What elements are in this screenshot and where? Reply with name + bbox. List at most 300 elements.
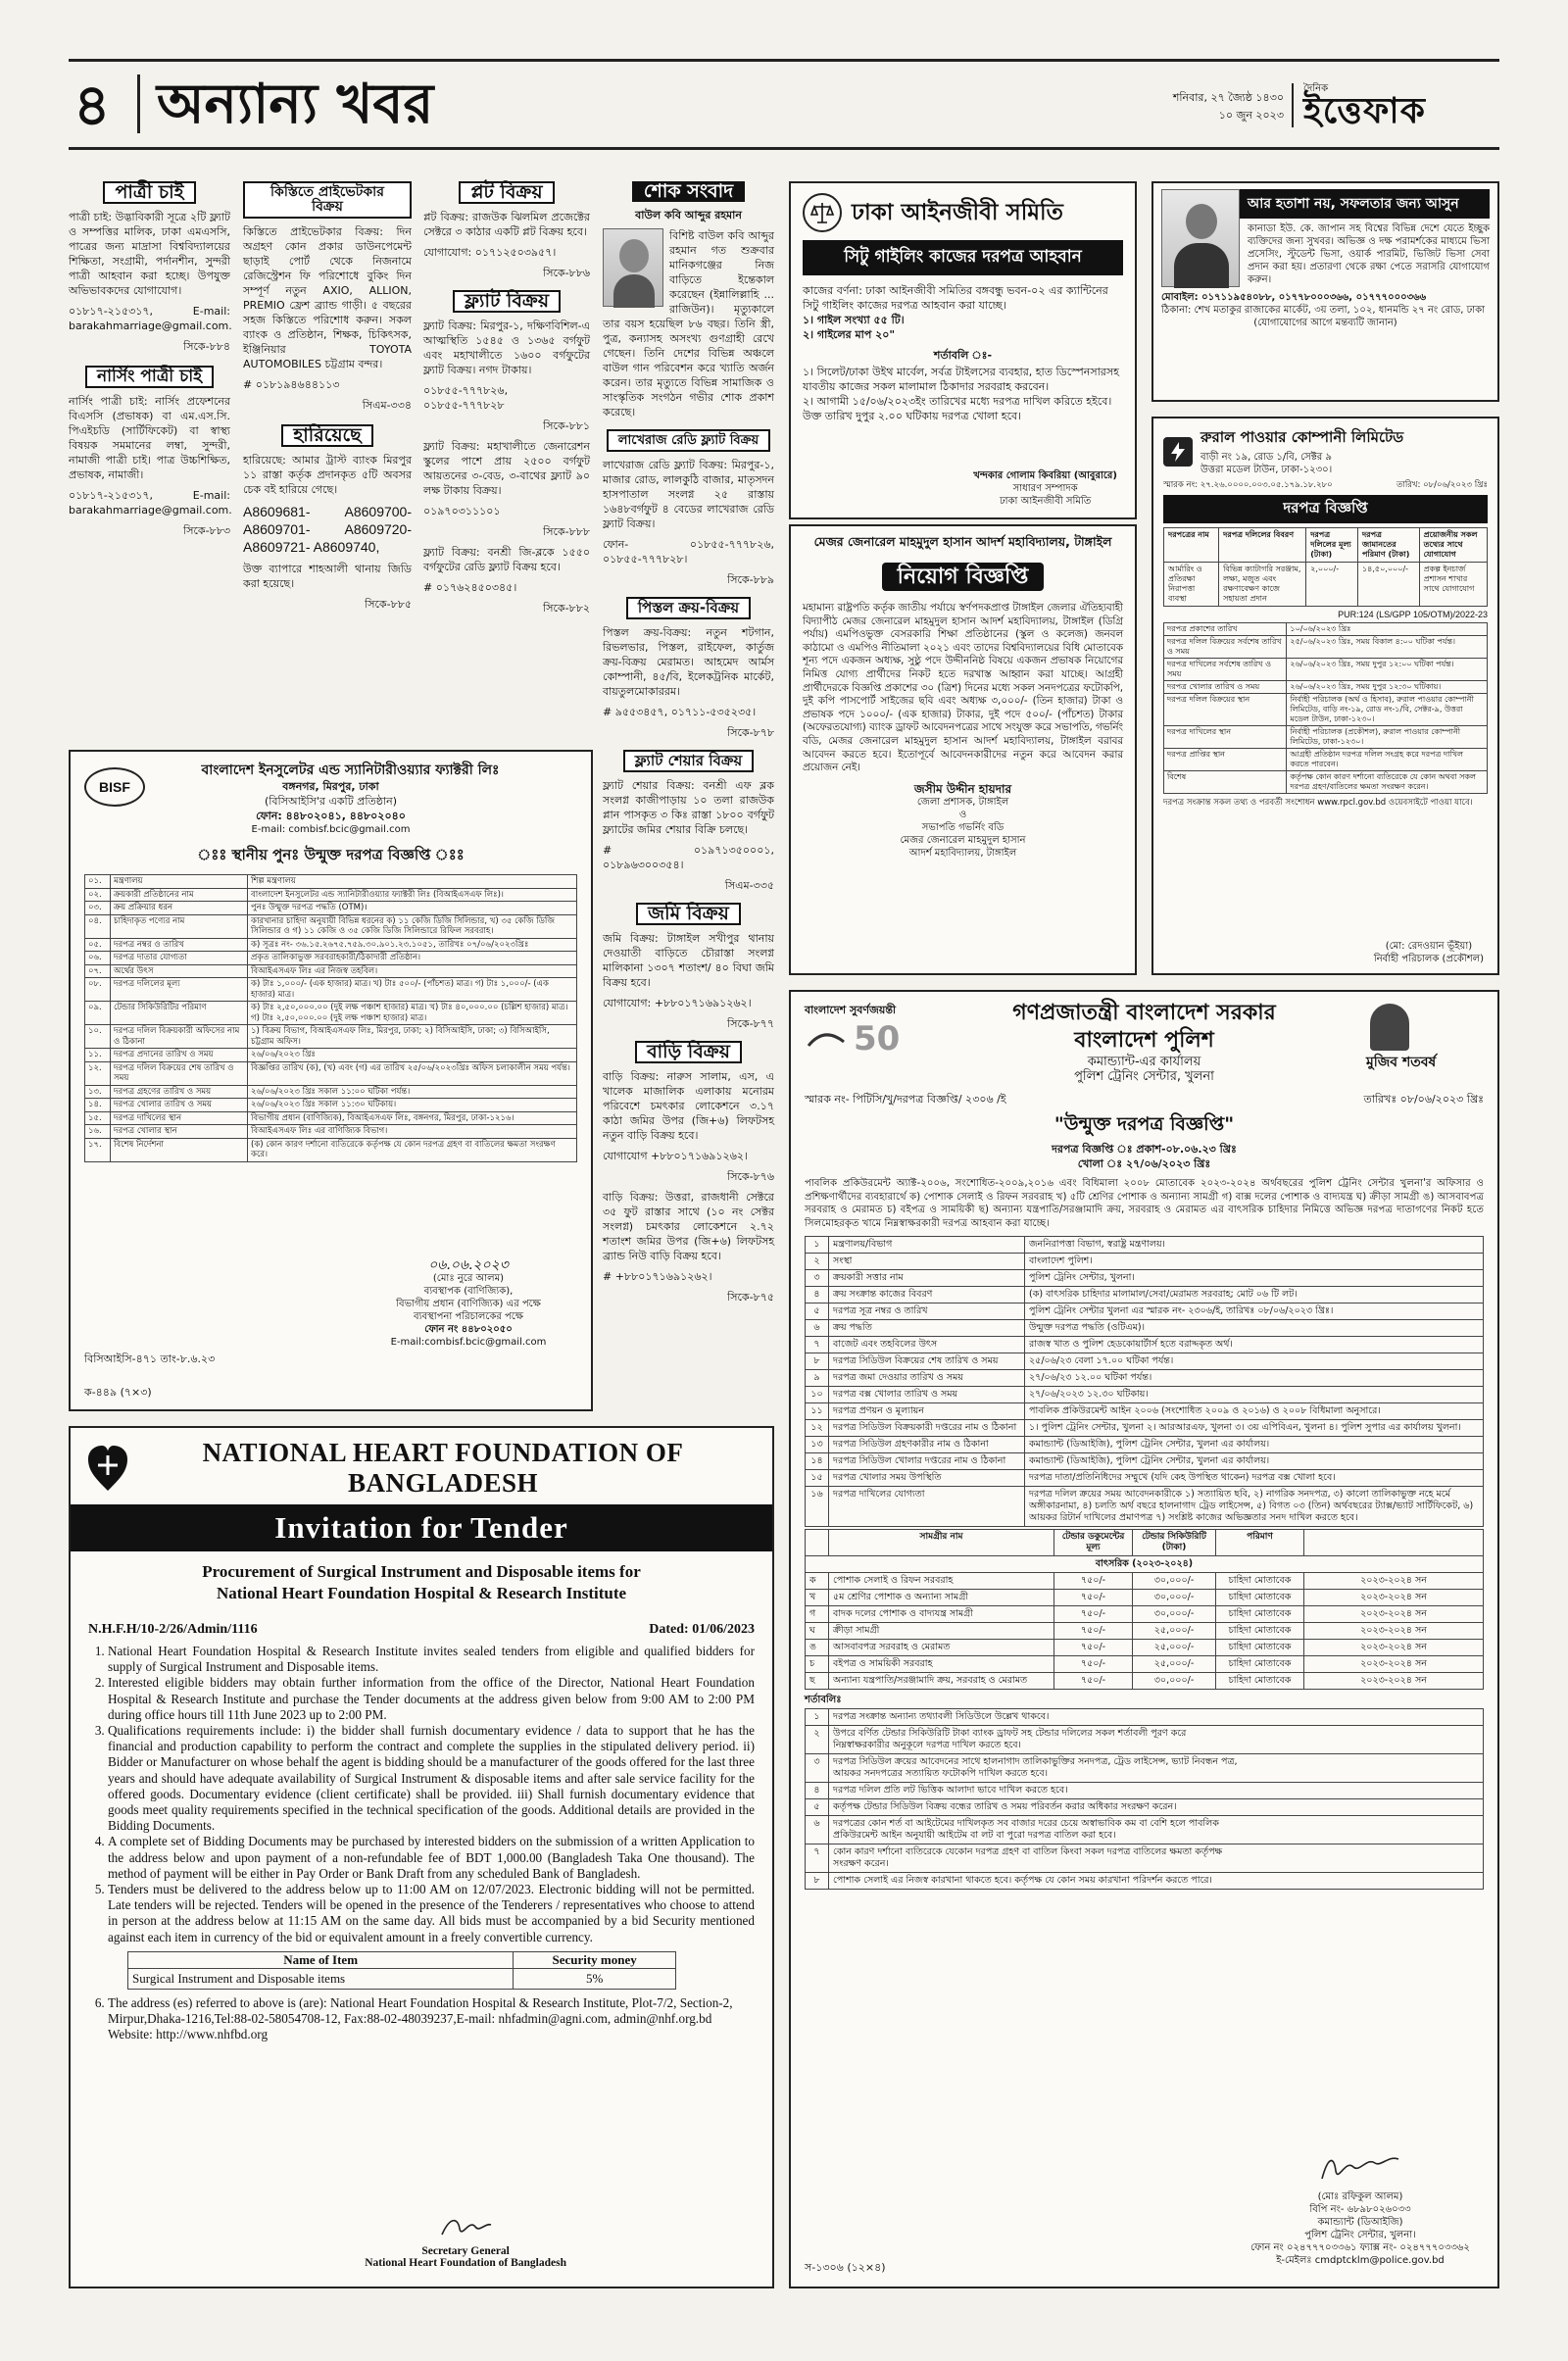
classified-column-3 — [423, 181, 590, 740]
visa-ad-contact: মোবাইল: ০১৭১১৯৫৪০৮৮, ০১৭৭৮০০০৩৬৬, ০১৭৭৭০০০৩৬৬ — [1161, 292, 1427, 303]
rpcl-title: দরপত্র বিজ্ঞপ্তি — [1163, 495, 1488, 523]
police-office: কমান্ড্যান্ট-এর কার্যালয় — [1087, 1055, 1201, 1069]
harieche-numbers: A8609681- A8609700- A8609701- A8609720- A8609721- A8609740, — [243, 504, 412, 555]
patri-chai-body: পাত্রী চাই: উদ্ভাবিকারী সূত্রে ২টি ফ্ল্যাট ও সম্পত্তির মালিক, ঢাকা এমএসসি, পাত্রের জন্য মাদ্রাসা বিশ্ববিদ্যালয়ের শিক্ষিতা, সংগ্রামী, পর্দানশীন, সুন্দরী পাত্রী আহবান করা হচ্ছে। উপযুক্ত অভিভাবকদের যোগাযোগ। — [69, 211, 230, 297]
rpcl-th-1: দরপত্র দলিলের বিবরণ — [1219, 528, 1306, 563]
masthead-bottom-rule — [69, 147, 1499, 150]
police-cell-serial: ১১ — [806, 1403, 829, 1420]
classified-column-1 — [69, 181, 230, 740]
police-cell-label: ক্রয় পদ্ধতি — [829, 1320, 1025, 1337]
bisf-cell-value: কারখানার চাহিদা অনুযায়ী বিভিন্ন ধরনের ক) ১১ কেজি ডিজি সিলিন্ডার, খ) ৩৫ কেজি ডিজি সিলিন্ডার ও গ) ১১ কেজি ও ৩৫ কেজি ডিজি সিলিন্ডারে রিফিল সরবরাহ। — [248, 914, 577, 938]
police-lot-cell: ৭৫০/- — [1054, 1640, 1133, 1656]
table-row — [806, 1573, 1484, 1590]
patri-chai-title: পাত্রী চাই — [103, 181, 195, 204]
pistol-contact: # ৯৫৫৩৪৫৭, ০১৭১১-৫৩৫২৩৫। — [603, 706, 757, 718]
police-cell-label: দরপত্র সিডিউল খোলার দপ্তরের নাম ও ঠিকানা — [829, 1453, 1025, 1470]
table-row — [806, 1656, 1484, 1673]
bisf-cell-serial: ০৪. — [85, 914, 111, 938]
table-row — [806, 1873, 1484, 1890]
bisf-cell-serial: ০৭. — [85, 964, 111, 978]
bisf-cell-label: মন্ত্রণালয় — [111, 875, 248, 889]
bisf-cell-label: চাহিদাকৃত পণ্যের নাম — [111, 914, 248, 938]
nhf-signer-1: Secretary General — [421, 2245, 510, 2257]
police-lot-cell: ৩০,০০০/- — [1133, 1573, 1216, 1590]
bisf-tender-ad — [69, 750, 593, 1411]
bisf-signer-dept: বিভাগীয় প্রধান (বাণিজ্যিক) এর পক্ষে — [396, 1299, 541, 1309]
bisf-signature-block — [366, 1259, 571, 1349]
nhf-dated: Dated: 01/06/2023 — [649, 1622, 755, 1637]
nursing-title: নার্সিং পাত্রী চাই — [85, 366, 214, 388]
nhf-th-item: Name of Item — [128, 1951, 514, 1968]
police-lot-cell: আসবাবপত্র সরবরাহ ও মেরামত — [829, 1640, 1054, 1656]
police-lot-cell: ঙ — [806, 1640, 829, 1656]
flat-body-3: ফ্ল্যাট বিক্রয়: বনশ্রী জি-ব্লকে ১৫৫০ বর্গফুটের রেডি ফ্ল্যাট বিক্রয় হবে। — [423, 546, 590, 573]
bisf-cell-label: দরপত্র নম্বর ও তারিখ — [111, 938, 248, 952]
jomi-contact: যোগাযোগ: +৮৮০১৭১৬৯১২৬২। — [603, 997, 752, 1009]
rpcl-line-label: দরপত্র দাখিলের স্থান — [1164, 726, 1287, 749]
rpcl-th-4: প্রয়োজনীয় সকল তথ্যের সাথে যোগাযোগ — [1419, 528, 1487, 563]
police-cell-value: কমান্ড্যান্ট (ডিআইজি), পুলিশ ট্রেনিং সেন্টার, খুলনা এর কার্যালয়। — [1025, 1453, 1484, 1470]
police-signature — [1243, 2149, 1478, 2267]
rpcl-line-value: কর্তৃপক্ষ কোন কারণ দর্শানো ব্যতিরেকে যে কোন অথবা সকল দরপত্র গ্রহণ/বাতিলের ক্ষমতা সংরক্ষণ করেন। — [1287, 771, 1488, 794]
police-signer-email: ই-মেইলঃ cmdptcklm@police.gov.bd — [1276, 2255, 1445, 2266]
police-term-text: দরপত্র সিডিউল ক্রয়ের আবেদনের সাথে হালনাগাদ তালিকাভুক্তির সনদপত্র, ট্রেড লাইসেন্স, ভ্যাট নিবন্ধন পত্র, আয়কর সনদপত্রের সত্যায়িত ফটোকপি দাখিল করতে হবে। — [829, 1754, 1484, 1783]
police-term-serial: ৫ — [806, 1799, 829, 1816]
rpcl-org: রুরাল পাওয়ার কোম্পানী লিমিটেড — [1200, 428, 1404, 446]
police-cell-value: রাজস্ব খাত ও পুলিশ হেডকোয়ার্টার্স হতে বরাদ্দকৃত অর্থ। — [1025, 1337, 1484, 1353]
flat-code: সিকে-৮৮১ — [543, 419, 590, 432]
rpcl-line-label: দরপত্র প্রাপ্তির স্থান — [1164, 749, 1287, 771]
police-cell-value: পুলিশ ট্রেনিং সেন্টার খুলনা এর স্মারক নং- ২৩০৬/ই, তারিখঃ ০৮/০৬/২০২৩ খ্রিঃ। — [1025, 1303, 1484, 1320]
police-term-text: দরপত্রের কোন শর্ত বা আইটেমের দাখিলকৃত সব বাজার দরের চেয়ে অস্বাভাবিক কম বা বেশি হলে পাবলিক প্রকিউরমেন্ট আইন অনুযায়ী আইটেম বা লট বা পুরো দরপত্র বাতিল করা হবে। — [829, 1816, 1484, 1845]
police-lot-header — [806, 1530, 829, 1556]
police-lot-cell: ক — [806, 1573, 829, 1590]
bisf-cell-serial: ০৩. — [85, 902, 111, 915]
police-lot-cell: চাহিদা মোতাবেক — [1216, 1640, 1304, 1656]
rpcl-signer-title: নির্বাহী পরিচালক (প্রকৌশল) — [1373, 954, 1484, 964]
police-cell-value: জননিরাপত্তা বিভাগ, স্বরাষ্ট্র মন্ত্রণালয়। — [1025, 1237, 1484, 1254]
rpcl-ref-row — [1163, 480, 1488, 491]
classified-column-4 — [603, 181, 774, 1411]
police-tender-ad — [789, 990, 1499, 2288]
date-en: ১০ জুন ২০২৩ — [1218, 109, 1284, 122]
nhf-signer-2: National Heart Foundation of Bangladesh — [365, 2257, 566, 2269]
police-lot-cell: খ — [806, 1590, 829, 1606]
bisf-cell-serial: ০২. — [85, 888, 111, 902]
top-rule — [69, 59, 1499, 62]
scales-icon — [803, 193, 842, 232]
police-lot-cell: চাহিদা মোতাবেক — [1216, 1623, 1304, 1640]
dhaka-bar-term-2: ২। আগামী ১৫/০৬/২০২৩ইং তারিখের মধ্যে দরপত্র দাখিল করিতে হইবে। উক্ত তারিখ দুপুর ২.০০ ঘটিকায় দরপত্র খোলা হবে। — [803, 395, 1112, 422]
bisf-signer-phone: ফোন নং ৪৪৮০২০৫০ — [424, 1324, 513, 1335]
flat-share-body: ফ্ল্যাট শেয়ার বিক্রয়: বনশ্রী এফ ব্লক সংলগ্ন কাজীপাড়ায় ১০ তলা রাজউক প্লান পাসকৃত ৩ কিঃ রাস্তা ১৮০০ বর্গফুট ফ্ল্যাটের জমির শেয়ার বিক্রি চলছে। — [603, 779, 774, 836]
table-row — [85, 964, 577, 978]
nhf-td-security: 5% — [514, 1968, 676, 1989]
nhf-ref: N.H.F.H/10-2/26/Admin/1116 — [88, 1622, 258, 1637]
bisf-cell-value: বিজ্ঞপ্তির তারিখ (ক), (খ) এবং (গ) এর তারিখ ২৫/০৬/২০২৩খ্রিঃ অফিস চলাকালীন সময় পর্যন্ত। — [248, 1061, 577, 1085]
dhaka-bar-term-1: ১। সিলেট/ঢাকা উইথ মার্বেল, সর্বত্র টাইলসের ব্যবহার, হাত ডিস্পেনসারসহ যাবতীয় কাজের সকল মালামাল ঠিকাদার সরবরাহ করবেন। — [803, 366, 1119, 393]
bisf-signer-title: ব্যবস্থাপক (বাণিজ্যিক), — [423, 1286, 514, 1297]
table-row — [1164, 681, 1488, 694]
rpcl-line-value: ২৬/০৬/২০২৩ খ্রিঃ, সময় দুপুর ১২:০০ ঘটিকা পর্যন্ত। — [1287, 659, 1488, 681]
table-row — [806, 1845, 1484, 1873]
police-cell-label: সংস্থা — [829, 1254, 1025, 1270]
bisf-cell-value: ক) টাঃ ২,৫০,০০০.০০ (দুই লক্ষ পঞ্চাশ হাজার) মাত্র। খ) টাঃ ৪০,০০০.০০ (চল্লিশ হাজার) মাত্র। গ) টাঃ ২,৫০,০০০.০০ (দুই লক্ষ পঞ্চাশ হাজার) মাত্র। — [248, 1002, 577, 1025]
rpcl-address: বাড়ী নং ১৯, রোড ১/বি, সেক্টর ৯ — [1200, 452, 1332, 463]
mahmudul-signer-title: জেলা প্রশাসক, টাঙ্গাইল — [916, 796, 1009, 808]
police-lot-cell: ৩০,০০০/- — [1133, 1673, 1216, 1690]
rpcl-tender-ad — [1152, 417, 1499, 975]
table-row — [806, 1556, 1484, 1573]
nhf-ref-row — [88, 1622, 755, 1638]
bisf-cell-label: দরপত্র দলিল বিক্রয়কারী অফিসের নাম ও ঠিকানা — [111, 1025, 248, 1049]
bisf-cell-serial: ১৫. — [85, 1111, 111, 1125]
harieche-code: সিকে-৮৮৫ — [365, 598, 412, 611]
police-cell-value: কমান্ড্যান্ট (ডিআইজি), পুলিশ ট্রেনিং সেন্টার, খুলনা এর কার্যালয়। — [1025, 1437, 1484, 1453]
flat-code-3: সিকে-৮৮২ — [543, 602, 590, 615]
visa-ad-footer: (যোগাযোগের আগে মন্তব্যটি জানান) — [1253, 318, 1397, 328]
bisf-cell-label: বিশেষ নির্দেশনা — [111, 1138, 248, 1161]
table-header-row — [806, 1530, 1484, 1556]
private-car-code: সিএম-৩৩৪ — [362, 399, 412, 412]
nhf-body — [71, 1551, 772, 2269]
police-cell-serial: ৪ — [806, 1287, 829, 1303]
bisf-cell-value: পুনঃ উন্মুক্ত দরপত্র পদ্ধতি (OTM)। — [248, 902, 577, 915]
police-cell-label: ক্রয় সংক্রান্ত কাজের বিবরণ — [829, 1287, 1025, 1303]
lakhri-contact: ফোন- ০১৮৫৫-৭৭৭৮২৬, ০১৮৫৫-৭৭৭৮২৮। — [603, 538, 774, 566]
flat-contact-3: # ০১৭৬২৪৫০৩৪৫। — [423, 581, 517, 594]
rpcl-line-label: দরপত্র দলিল বিক্রয়ের স্থান — [1164, 694, 1287, 726]
table-row — [85, 1099, 577, 1112]
rpcl-line-value: নির্বাহী পরিচালক (অর্থ ও হিসাব), রুরাল পাওয়ার কোম্পানী লিমিটেড, বাড়ি নং-১৯, রোড নং-১/বি, সেক্টর-৯, উত্তরা মডেল টাউন, ঢাকা-১২৩০। — [1287, 694, 1488, 726]
police-cell-label: দরপত্র বক্স খোলার তারিখ ও সময় — [829, 1387, 1025, 1403]
jomi-body: জমি বিক্রয়: টাঙ্গাইল সখীপুর থানায় দেওয়াতী বাড়িতে চৌরাস্তা সংলগ্ন মালিকানা ১৩০৭ শতাংশ/ ৪০ বিঘা জমি বিক্রয় হবে। — [603, 932, 774, 989]
rpcl-line-label: বিশেষ — [1164, 771, 1287, 794]
rpcl-line-label: দরপত্র খোলার তারিখ ও সময় — [1164, 681, 1287, 694]
table-row — [806, 1437, 1484, 1453]
table-row — [806, 1387, 1484, 1403]
mahmudul-signature — [803, 783, 1123, 860]
bisf-parent: (বিসিআইসি'র একটি প্রতিষ্ঠান) — [264, 795, 398, 808]
table-row — [806, 1709, 1484, 1726]
shok-body: বিশিষ্ট বাউল কবি আব্দুর রহমান গত শুক্রবার মানিকগঞ্জের নিজ বাড়িতে ইন্তেকাল করেছেন (ইন্নালিল্লাহি ... রাজিউন)। মৃত্যুকালে তার বয়স হয়েছিল ৮৬ বছর। তিনি স্ত্রী, পুত্র, কন্যাসহ অসংখ্য গুণগ্রাহী রেখে গেছেন। তিনি দেশের বিভিন্ন অঞ্চলে বাউল গান পরিবেশন করে খ্যাতি অর্জন করেন। তার মৃত্যুতে বিভিন্ন সামাজিক ও সাংস্কৃতিক সংগঠন গভীর শোক প্রকাশ করেছে। — [603, 229, 774, 418]
golden-jubilee-logo — [805, 1004, 922, 1072]
bisf-cell-value: ২৬/০৬/২০২৩ খ্রিঃ সকাল ১১:৩০ ঘটিকায়। — [248, 1099, 577, 1112]
police-term-text: উপরে বর্ণিত টেন্ডার সিকিউরিটি টাকা ব্যাংক ড্রাফট সহ টেন্ডার দলিলের সকল শর্তাবলী পূরণ করে নিম্নস্বাক্ষরকারীর অনুকূলে দরপত্র দাখিল করতে হবে। — [829, 1726, 1484, 1754]
police-sub-2: খোলা ঃ ২৭/০৬/২০২৩ খ্রিঃ — [1077, 1157, 1211, 1170]
police-term-serial: ৭ — [806, 1845, 829, 1873]
jomi-code: সিকে-৮৭৭ — [727, 1017, 774, 1030]
table-row — [85, 888, 577, 902]
police-org: বাংলাদেশ পুলিশ — [1074, 1028, 1214, 1053]
police-term-text: কোন কারণ দর্শানো ব্যতিরেকে যেকোন দরপত্র গ্রহণ বা বাতিল কিংবা সকল দরপত্র বাতিলের ক্ষমতা কর্তৃপক্ষ সংরক্ষণ করেন। — [829, 1845, 1484, 1873]
police-lot-cell: ছ — [806, 1673, 829, 1690]
visa-ad-body: কানাডা ইউ. কে. জাপান সহ বিশ্বের বিভিন্ন দেশে যেতে ইচ্ছুক ব্যক্তিদের জন্য সুখবর। অভিজ্ঞ ও দক্ষ পরামর্শকের মাধ্যমে ভিসা প্রসেসিং, স্টুডেন্ট ভিসা, ওয়ার্ক পারমিট, ভিজিট ভিসা সেবা প্রদান করা হয়। প্রতারণা থেকে রক্ষা পেতে সরাসরি যোগাযোগ করুন। — [1248, 223, 1490, 285]
bari-title: বাড়ি বিক্রয় — [635, 1041, 742, 1063]
bisf-signer: (মোঃ নুরে আলম) — [432, 1273, 505, 1284]
table-row — [806, 1287, 1484, 1303]
police-lot-cell: ২০২৩-২০২৪ সন — [1304, 1640, 1484, 1656]
table-row — [806, 1487, 1484, 1527]
shok-title: শোক সংবাদ — [632, 181, 745, 202]
bisf-cell-value: ক) সূত্রঃ নং- ৩৬.১৫.২৬৭৫.৭৫৯.৩০.৯০১.২৩.১০৫১, তারিখঃ ০৭/০৬/২০২৩খ্রিঃ — [248, 938, 577, 952]
flat-contact-2: ০১৯৭০৩১১১০১ — [423, 505, 501, 517]
rpcl-line-label: দরপত্র দলিল বিক্রয়ের সর্বশেষ তারিখ ও সময় — [1164, 636, 1287, 659]
police-cell-label: দরপত্র সূত্র নম্বর ও তারিখ — [829, 1303, 1025, 1320]
police-lot-cell: ৭৫০/- — [1054, 1590, 1133, 1606]
classified-column-2 — [243, 181, 412, 740]
table-row — [806, 1370, 1484, 1387]
bisf-cell-label: দরপত্র দলিলের মূল্য — [111, 978, 248, 1002]
bisf-signature: ০৬.০৬.২০২৩ — [428, 1257, 509, 1273]
bisf-cell-label: দরপত্র প্রদানের তারিখ ও সময় — [111, 1049, 248, 1062]
table-row — [806, 1420, 1484, 1437]
mahmudul-signer: জসীম উদ্দীন হায়দার — [913, 781, 1012, 796]
police-cell-label: দরপত্র প্রণয়ন ও মূল্যায়ন — [829, 1403, 1025, 1420]
police-signer-place: পুলিশ ট্রেনিং সেন্টার, খুলনা। — [1304, 2230, 1416, 2240]
table-row — [85, 1125, 577, 1139]
jomi-title: জমি বিক্রয় — [636, 903, 741, 925]
police-cell-label: বাজেট এবং তহবিলের উৎস — [829, 1337, 1025, 1353]
nhf-item-4: 4. A complete set of Bidding Documents may be purchased by interested bidders on the submission of a written Application to the address below and upon payment of a non-refundable fee of BDT 1,000.00 (Bangladesh Taka One thousand). The method of payment will be either in Pay Order or Bank Draft from any scheduled Bank of Bangladesh. — [108, 1834, 755, 1882]
lakhri-body: লাখেরাজ রেডি ফ্ল্যাট বিক্রয়: মিরপুর-১, মাজার রোড, লালকুঠি বাজার, মাতৃসদন হাসপাতাল সংলগ্ন ২৫ রাস্তায় ১৬৪৮বর্গফুট ৪ বেডের লাখেরাজ রেডি ফ্ল্যাট বিক্রয়। — [603, 459, 774, 530]
nursing-contact: ০১৮১৭-২১৫৩১৭, E-mail: barakahmarriage@gmail.com. — [69, 489, 232, 516]
bisf-title: ঃঃ স্থানীয় পুনঃ উন্মুক্ত দরপত্র বিজ্ঞপ্তি ঃঃ — [197, 846, 465, 863]
police-cell-value: বাংলাদেশ পুলিশ। — [1025, 1254, 1484, 1270]
rpcl-signature — [1374, 940, 1484, 965]
bisf-cell-serial: ১৭. — [85, 1138, 111, 1161]
bisf-org: বাংলাদেশ ইনসুলেটর এন্ড স্যানিটারীওয়্যার ফ্যাক্টরী লিঃ — [201, 762, 500, 778]
bisf-cell-label: দরপত্র খোলার তারিখ ও সময় — [111, 1099, 248, 1112]
bisf-cell-serial: ০৫. — [85, 938, 111, 952]
police-cell-serial: ৮ — [806, 1353, 829, 1370]
police-signer-title: কমান্ড্যান্ট (ডিআইজি) — [1317, 2217, 1403, 2228]
mahmudul-signer-and: ও — [958, 809, 967, 820]
police-lot-cell: গ — [806, 1606, 829, 1623]
police-lot-cell: ২০২৩-২০২৪ সন — [1304, 1623, 1484, 1640]
mahmudul-title: নিয়োগ বিজ্ঞপ্তি — [882, 563, 1045, 591]
table-row — [806, 1726, 1484, 1754]
lightning-icon — [1163, 437, 1193, 467]
dhaka-bar-ad — [789, 181, 1137, 519]
nhf-title-1: Procurement of Surgical Instrument and Disposable items for — [202, 1562, 641, 1581]
rpcl-address-2: উত্তরা মডেল টাউন, ঢাকা-১২৩০। — [1200, 465, 1333, 475]
police-lot-cell: চাহিদা মোতাবেক — [1216, 1606, 1304, 1623]
police-lot-header — [1304, 1530, 1484, 1556]
police-lot-cell: ৭৫০/- — [1054, 1673, 1133, 1690]
table-row — [806, 1640, 1484, 1656]
police-signer: (মোঃ রফিকুল আলম) — [1317, 2191, 1403, 2202]
flat-share-contact: # ০১৯৭১৩৫০০০১, ০১৮৯৬৩০০৩৫৪। — [603, 844, 774, 871]
bisf-cell-serial: ০১. — [85, 875, 111, 889]
rpcl-website: দরপত্র সংক্রান্ত সকল তথ্য ও পরবর্তী সংশোধন www.rpcl.gov.bd ওয়েবসাইটে পাওয়া যাবে। — [1163, 798, 1473, 808]
police-gov: গণপ্রজাতন্ত্রী বাংলাদেশ সরকার — [1012, 1001, 1276, 1025]
rpcl-line-value: ১০/০৬/২০২৩ খ্রিঃ — [1287, 623, 1488, 636]
police-lot-cell: চাহিদা মোতাবেক — [1216, 1673, 1304, 1690]
table-row — [85, 1049, 577, 1062]
police-cell-value: ১। পুলিশ ট্রেনিং সেন্টার, খুলনা ২। আরআরএফ, খুলনা ৩। ৩য় এপিবিএন, খুলনা ৪। পুলিশ সুপার এর কার্যালয় খুলনা। — [1025, 1420, 1484, 1437]
bisf-signer-email: E-mail:combisf.bcic@gmail.com — [390, 1337, 547, 1348]
police-cell-serial: ১ — [806, 1237, 829, 1254]
table-row — [85, 1025, 577, 1049]
nhf-td-item: Surgical Instrument and Disposable items — [128, 1968, 514, 1989]
police-lot-cell: অন্যান্য যন্ত্রপাতি/সরঞ্জামাদি ক্রয়, সরবরাহ ও মেরামত — [829, 1673, 1054, 1690]
pistol-title: পিস্তল ক্রয়-বিক্রয় — [626, 597, 751, 619]
nursing-code: সিকে-৮৮৩ — [183, 524, 230, 537]
police-cell-label: মন্ত্রণালয়/বিভাগ — [829, 1237, 1025, 1254]
bisf-cell-value: ১) বিক্রয় বিভাগ, বিআইএসএফ লিঃ, মিরপুর, ঢাকা; ২) বিসিআইসি, ঢাকা; ৩) বিসিআইসি, চট্টগ্রাম অফিস। — [248, 1025, 577, 1049]
police-cell-serial: ১২ — [806, 1420, 829, 1437]
rpcl-tender-no: PUR:124 (LS/GPP 105/OTM)/2022-23 — [1338, 610, 1488, 619]
mahmudul-header: মেজর জেনারেল মাহমুদুল হাসান আদর্শ মহাবিদ্যালয়, টাঙ্গাইল — [813, 534, 1112, 549]
table-row — [806, 1303, 1484, 1320]
mahmudul-signer-org-2: আদর্শ মহাবিদ্যালয়, টাঙ্গাইল — [908, 847, 1017, 859]
rpcl-td-1: বিভিন্ন ক্যাটাগরি সরঞ্জাম, লক্ষ্য, মজুত এবং রক্ষণাবেক্ষণ কাজে সহায়তা প্রদান — [1219, 563, 1306, 607]
nhf-item-6: 6. The address (es) referred to above is (are): National Heart Foundation Hospital & Research Institute, Plot-7/2, Section-2, Mirpur,Dhaka-1216,Tel:88-02-58054708-12, Fax:88-02-48039237,E-mail: nhfadmin@agni.com, admin@nhf.org.bd Website: http://www.nhfbd.org — [108, 1995, 755, 2043]
police-lot-cell: ২০২৩-২০২৪ সন — [1304, 1606, 1484, 1623]
bisf-cell-value: ২৬/০৬/২০২৩ খ্রিঃ — [248, 1049, 577, 1062]
bisf-cell-serial: ১৩. — [85, 1085, 111, 1099]
police-cell-value: উন্মুক্ত দরপত্র পদ্ধতি (ওটিএম)। — [1025, 1320, 1484, 1337]
police-lot-header: পরিমাণ — [1216, 1530, 1304, 1556]
nhf-security-table — [127, 1951, 676, 1990]
table-row — [806, 1606, 1484, 1623]
police-cell-value: পুলিশ ট্রেনিং সেন্টার, খুলনা। — [1025, 1270, 1484, 1287]
bisf-cell-serial: ১৬. — [85, 1125, 111, 1139]
police-lot-header: টেন্ডার ডকুমেন্টের মূল্য — [1054, 1530, 1133, 1556]
nhf-item-5: 5. Tenders must be delivered to the address below up to 11:00 AM on 12/07/2023. Electronic bidding will not be permitted. Late tenders will be rejected. Tenders will be opened in the presence of the Tenderers / representatives who choose to attend in person at the address below at 11:15 AM on the same day. All bids must be accompanied by a bid Security mentioned against each item in currency of the bid or equivalent amount in a freely convertible currency. — [108, 1882, 755, 1945]
police-cell-value: ২৭/০৬/২০২৩ ১২.৩০ ঘটিকায়। — [1025, 1387, 1484, 1403]
police-intro: পাবলিক প্রকিউরমেন্ট অ্যাক্ট-২০০৬, সংশোধিত-২০০৯,২০১৬ এবং বিধিমালা ২০০৮ মোতাবেক ২০২৩-২০২৪ অর্থবছরের পুলিশ ট্রেনিং সেন্টার খুলনা'র অফিসার ও প্রশিক্ষণার্থীদের ব্যবহারার্থে ক) পোশাক সেলাই ও রিফন সরবরাহ খ) ৫টি শ্রেণির পোশাক ও অন্যান্য সামগ্রী গ) বাক্স দলের পোশাক ও বাদ্যযন্ত্র ঘ) ক্রীড়া সামগ্রী ঙ) আসবাবপত্র সরবরাহ ও মেরামত চ) বইপত্র ও সাময়িকী ছ) অন্যান্য যন্ত্রপাতি/সরঞ্জামাদি ক্রয়, সরবরাহ ও মেরামত এর বাৎসরিক চাহিদার নিমিত্তে অভিজ্ঞ দরপত্র দাতাগণের নিকট হতে সিলমোহরকৃত খামে নিম্নস্বাক্ষরকারী দরপত্র আহবান করা যাচ্ছে। — [805, 1178, 1484, 1229]
police-term-text: দরপত্র সংক্রান্ত অন্যান্য তথ্যাবলী সিডিউলে উল্লেখ থাকবে। — [829, 1709, 1484, 1726]
police-cell-serial: ১৪ — [806, 1453, 829, 1470]
rpcl-line-label: দরপত্র দাখিলের সর্বশেষ তারিখ ও সময় — [1164, 659, 1287, 681]
nhf-items-2 — [88, 1995, 755, 2043]
bisf-cell-serial: ০৯. — [85, 1002, 111, 1025]
flat-share-title: ফ্ল্যাট শেয়ার বিক্রয় — [623, 750, 755, 772]
table-row — [85, 1138, 577, 1161]
rpcl-table — [1163, 527, 1488, 607]
nhf-items — [88, 1644, 755, 1945]
bisf-cell-value: বিভাগীয় প্রধান (বাণিজ্যিক), বিআইএসএফ লিঃ, বঙ্গনগর, মিরপুর, ঢাকা-১২১৬। — [248, 1111, 577, 1125]
bisf-cell-serial: ০৬. — [85, 952, 111, 965]
police-term-text: পোশাক সেলাই এর নিজস্ব কারখানা থাকতে হবে। কর্তৃপক্ষ যে কোন সময় কারখানা পরিদর্শন করতে পারে। — [829, 1873, 1484, 1890]
police-cell-serial: ৫ — [806, 1303, 829, 1320]
police-lot-cell: চাহিদা মোতাবেক — [1216, 1656, 1304, 1673]
police-ref: স্মারক নং- পিটিসি/খু/দরপত্র বিজ্ঞপ্তি/ ২৩০৬ /ই — [805, 1093, 1006, 1106]
mahmudul-college-ad — [789, 524, 1137, 975]
table-row — [1164, 636, 1488, 659]
table-row — [85, 875, 577, 889]
masthead-divider-2 — [1292, 83, 1294, 127]
police-cell-value: (ক) বাৎসরিক চাহিদার মালামাল/সেবা/মেরামত সরবরাহ; মোট ০৬ টি লট। — [1025, 1287, 1484, 1303]
police-lot-cell: ২০২৩-২০২৪ সন — [1304, 1673, 1484, 1690]
bisf-cell-value: ক) টাঃ ১,০০০/- (এক হাজার) মাত্র। খ) টাঃ ৫০০/- (পাঁচশত) মাত্র। গ) টাঃ ১,০০০/- (এক হাজার) মাত্র। — [248, 978, 577, 1002]
harieche-body: হারিয়েছে: আমার ট্রাস্ট ব্যাংক মিরপুর ১১ রাস্তা কর্তৃক প্রদানকৃত ৫টি অবসর চেক বই হারিয়ে গেছে। — [243, 454, 412, 496]
table-row — [85, 914, 577, 938]
police-cell-serial: ৩ — [806, 1270, 829, 1287]
table-row — [806, 1754, 1484, 1783]
shok-subtitle: বাউল কবি আব্দুর রহমান — [635, 209, 742, 221]
police-signer-phone: ফোন নং ০২৪৭৭৭০৩৩৬১ ফ্যাক্স নং- ০২৪৭৭৭০৩৩৬২ — [1250, 2242, 1470, 2253]
dhaka-bar-org: ঢাকা আইনজীবী সমিতি — [852, 199, 1063, 225]
harieche-title: হারিয়েছে — [281, 424, 372, 447]
bisf-cell-serial: ০৮. — [85, 978, 111, 1002]
police-cell-serial: ১৫ — [806, 1470, 829, 1487]
bari-code: সিকে-৮৭৬ — [727, 1170, 774, 1183]
bisf-cell-value: প্রকৃত তালিকাভুক্ত সরবরাহকারী/ঠিকাদারী প্রতিষ্ঠান। — [248, 952, 577, 965]
table-row — [806, 1623, 1484, 1640]
police-lot-header: টেন্ডার সিকিউরিটি (টাকা) — [1133, 1530, 1216, 1556]
rpcl-th-0: দরপত্রের নাম — [1164, 528, 1219, 563]
police-cell-value: ২৫/০৬/২৩ বেলা ১৭.০০ ঘটিকা পর্যন্ত। — [1025, 1353, 1484, 1370]
flat-code-2: সিকে-৮৮৮ — [543, 525, 590, 538]
police-lot-cell: ৫ম শ্রেণির পোশাক ও অন্যান্য সামগ্রী — [829, 1590, 1054, 1606]
table-row — [806, 1470, 1484, 1487]
police-cell-serial: ৭ — [806, 1337, 829, 1353]
police-lot-cell: ৩০,০০০/- — [1133, 1590, 1216, 1606]
bisf-cell-label: দরপত্র দলিল বিক্রয়ের শেষ তারিখ ও সময় — [111, 1061, 248, 1085]
table-row — [85, 938, 577, 952]
rpcl-date: তারিখ: ০৮/০৬/২০২৩ খ্রিঃ — [1396, 480, 1488, 490]
police-cell-value: পাবলিক প্রকিউরমেন্ট আইন ২০০৬ (সংশোধিত ২০০৯ ও ২০১৬) ও ২০০৮ বিধিমালা অনুসারে। — [1025, 1403, 1484, 1420]
bisf-signer-org: ব্যবস্থাপনা পরিচালকের পক্ষে — [414, 1311, 523, 1322]
mahmudul-body: মহামান্য রাষ্ট্রপতি কর্তৃক জাতীয় পর্যায়ে স্বর্ণপদকপ্রাপ্ত টাঙ্গাইল জেলার ঐতিহ্যবাহী বিদ্যাপীঠ মেজর জেনারেল মাহমুদুল হাসান আদর্শ মহাবিদ্যালয়, টাঙ্গাইল (ডিগ্রি পর্যায়) এমপিওভুক্ত বেসরকারি শিক্ষা প্রতিষ্ঠানের (স্কুল ও কলেজ) জনবল কাঠামো ও এমপিও নীতিমালা ২০২১ এবং তাদের বিশ্ববিদ্যালয়ের বিধি মোতাবেক শূন্য পদে একজন অধ্যক্ষ, সুষ্ঠু পদে উদ্দীননিষ্ঠ বিষয়ে একজন প্রভাষক নিয়োগের নিমিত্ত যোগ্য প্রার্থীদের নিকট হতে দরখাস্ত আহ্বান করা যাচ্ছে। আগ্রহী প্রার্থীদেরকে বিজ্ঞপ্তি প্রকাশের ৩০ (ত্রিশ) দিনের মধ্যে সকল সনদপত্রের ফটোকপি, দুই কপি পাসপোর্ট সাইজের ছবি এবং অধ্যক্ষ ৩,০০০/- (তিন হাজার) টাকা ও প্রভাষক পদে ১০০০/- (এক হাজার) টাকার, দুই পদে ৫০০/- (পাঁচশত) টাকার (অফেরতযোগ্য) ব্যাংক ড্রাফট আবেদনপত্রের সাথে সংযুক্ত করে সভাপতি, গভর্নিং বডি, মেজর জেনারেল মাহমুদুল হাসান আদর্শ মহাবিদ্যালয়, টাঙ্গাইল বরাবর আবেদন করতে হবে। ইতোপূর্বে আবেদনকারীদের নতুন করে আবেদন করার প্রয়োজন নেই। — [803, 602, 1123, 774]
table-row — [806, 1254, 1484, 1270]
police-signature-icon — [1316, 2149, 1404, 2187]
table-row — [806, 1403, 1484, 1420]
police-term-serial: ৬ — [806, 1816, 829, 1845]
police-cell-serial: ১০ — [806, 1387, 829, 1403]
flat-title: ফ্ল্যাট বিক্রয় — [453, 290, 561, 313]
rpcl-line-value: ২৬/০৬/২০২৩ খ্রিঃ, সময় দুপুর ১২:৩০ ঘটিকায়। — [1287, 681, 1488, 694]
police-terms-table — [805, 1708, 1484, 1890]
rpcl-line-label: দরপত্র প্রকাশের তারিখ — [1164, 623, 1287, 636]
bisf-footer-code: ক-৪৪৯ (৭×৩) — [84, 1386, 152, 1399]
police-lot-cell: ক্রীড়া সামগ্রী — [829, 1623, 1054, 1640]
bisf-table — [84, 874, 577, 1162]
table-row — [1164, 659, 1488, 681]
table-row — [85, 902, 577, 915]
bisf-cell-label: টেন্ডার সিকিউরিটির পরিমাণ — [111, 1002, 248, 1025]
police-ref-row — [805, 1092, 1484, 1107]
police-lot-cell: ২৫,০০০/- — [1133, 1640, 1216, 1656]
police-term-serial: ৩ — [806, 1754, 829, 1783]
police-cell-serial: ৯ — [806, 1370, 829, 1387]
bisf-cell-serial: ১১. — [85, 1049, 111, 1062]
table-row — [85, 1002, 577, 1025]
bari-contact-2: # +৮৮০১৭১৬৯১২৬২। — [603, 1270, 712, 1283]
table-row — [806, 1783, 1484, 1799]
police-cell-serial: ২ — [806, 1254, 829, 1270]
police-cell-value: দরপত্র দাতা/প্রতিনিধিদের সম্মুখে (যদি কেহ উপস্থিত থাকেন) দরপত্র বক্স খোলা হবে। — [1025, 1470, 1484, 1487]
nhf-title-2: National Heart Foundation Hospital & Research Institute — [216, 1584, 627, 1602]
dhaka-bar-line-1: ১। গাইল সংখ্যা ৫৫ টি। — [803, 314, 905, 326]
svg-text:50: 50 — [854, 1019, 901, 1058]
table-row — [806, 1337, 1484, 1353]
bisf-cell-value: শিল্প মন্ত্রণালয় — [248, 875, 577, 889]
bisf-cell-serial: ১০. — [85, 1025, 111, 1049]
bisf-cell-label: ক্রয় প্রক্রিয়ার ধরন — [111, 902, 248, 915]
bisf-cell-label: দরপত্র খোলার স্থান — [111, 1125, 248, 1139]
police-term-text: কর্তৃপক্ষ টেন্ডার সিডিউল বিক্রয় বন্ধের তারিখ ও সময় পরিবর্তন করার অধিকার সংরক্ষণ করেন। — [829, 1799, 1484, 1816]
police-cell-label: দরপত্র সিডিউল গ্রহণকারীর নাম ও ঠিকানা — [829, 1437, 1025, 1453]
bisf-cell-value: বিআইএসএফ লিঃ এর নিজস্ব তহবিল। — [248, 964, 577, 978]
paper-prefix: দৈনিক — [1303, 83, 1329, 94]
dhaka-bar-header — [803, 193, 1123, 232]
police-lots-table — [805, 1529, 1484, 1690]
pistol-body: পিস্তল ক্রয়-বিক্রয়: নতুন শটগান, রিভলভার, পিস্তল, রাইফেল, কার্তুজ ক্রয়-বিক্রয় মেরামত। আহমেদ আর্মস কোম্পানী, ৪৫/বি, ইলেকট্রনিক মার্কেট, বায়তুলমোকাররম। — [603, 626, 774, 698]
